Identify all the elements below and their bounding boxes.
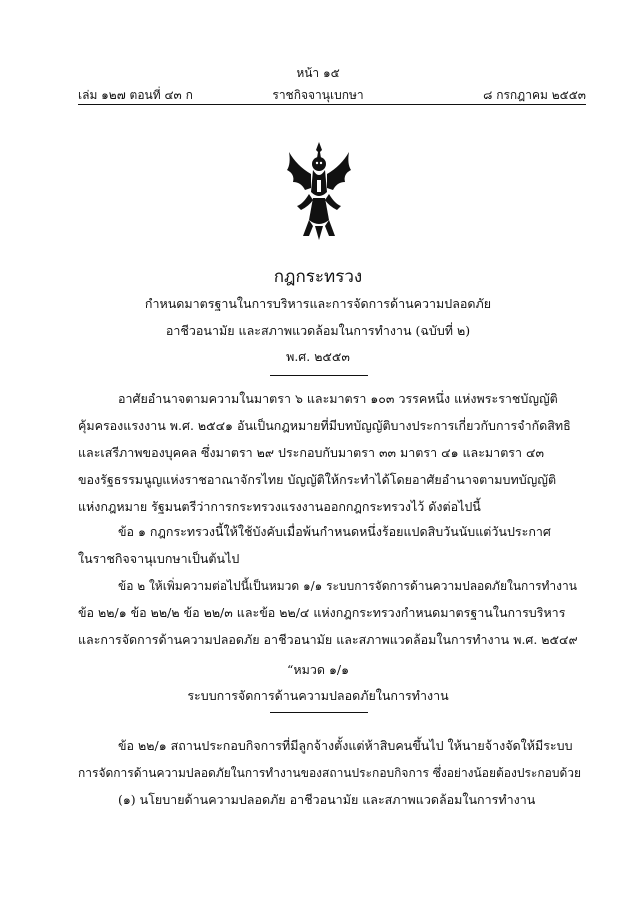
gazette-name: ราชกิจจานุเบกษา	[272, 88, 364, 102]
clause-22-1-line: ข้อ ๒๒/๑ สถานประกอบกิจการที่มีลูกจ้างตั้งแต่ห้าสิบคนขึ้นไป ให้นายจ้างจัดให้มีระบบ	[118, 738, 573, 753]
decree-title: กฎกระทรวง	[273, 267, 363, 287]
decree-subtitle-2: อาชีวอนามัย และสภาพแวดล้อมในการทำงาน (ฉบับที่ ๒)	[165, 323, 471, 338]
clause-2-line: ข้อ ๒๒/๑ ข้อ ๒๒/๒ ข้อ ๒๒/๓ และข้อ ๒๒/๔ แห่งกฎกระทรวงกำหนดมาตรฐานในการบริหาร	[78, 605, 566, 620]
clause-1-line: ข้อ ๑ กฎกระทรวงนี้ให้ใช้บังคับเมื่อพ้นกำหนดหนึ่งร้อยแปดสิบวันนับแต่วันประกาศ	[118, 524, 551, 539]
clause-22-1-item: (๑) นโยบายด้านความปลอดภัย อาชีวอนามัย และสภาพแวดล้อมในการทำงาน	[118, 792, 536, 807]
decree-subtitle-1: กำหนดมาตรฐานในการบริหารและการจัดการด้านความปลอดภัย	[144, 296, 492, 311]
page-number: หน้า ๑๕	[296, 66, 340, 80]
preamble-line: ของรัฐธรรมนูญแห่งราชอาณาจักรไทย บัญญัติให้กระทำได้โดยอาศัยอำนาจตามบทบัญญัติ	[78, 472, 557, 487]
clause-1-line: ในราชกิจจานุเบกษาเป็นต้นไป	[78, 551, 240, 566]
title-divider	[270, 375, 368, 376]
clause-2-line: ข้อ ๒ ให้เพิ่มความต่อไปนี้เป็นหมวด ๑/๑ ระบบการจัดการด้านความปลอดภัยในการทำงาน	[118, 579, 577, 593]
chapter-divider	[270, 712, 368, 713]
clause-22-1-line: การจัดการด้านความปลอดภัยในการทำงานของสถานประกอบกิจการ ซึ่งอย่างน้อยต้องประกอบด้วย	[78, 766, 582, 780]
preamble-line: คุ้มครองแรงงาน พ.ศ. ๒๕๔๑ อันเป็นกฎหมายที่มีบทบัญญัติบางประการเกี่ยวกับการจำกัดสิทธิ	[78, 418, 571, 433]
header-rule	[78, 104, 586, 105]
chapter-title: ระบบการจัดการด้านความปลอดภัยในการทำงาน	[187, 688, 449, 703]
garuda-emblem	[283, 140, 355, 242]
preamble-line: และเสรีภาพของบุคคล ซึ่งมาตรา ๒๙ ประกอบกับมาตรา ๓๓ มาตรา ๔๑ และมาตรา ๔๓	[78, 445, 545, 460]
preamble-line: แห่งกฎหมาย รัฐมนตรีว่าการกระทรวงแรงงานออกกฎกระทรวงไว้ ดังต่อไปนี้	[78, 499, 481, 514]
gazette-volume: เล่ม ๑๒๗ ตอนที่ ๔๓ ก	[78, 88, 193, 102]
decree-year: พ.ศ. ๒๕๕๓	[286, 349, 350, 364]
clause-2-line: และการจัดการด้านความปลอดภัย อาชีวอนามัย และสภาพแวดล้อมในการทำงาน พ.ศ. ๒๕๔๙	[78, 632, 578, 647]
preamble-line: อาศัยอำนาจตามความในมาตรา ๖ และมาตรา ๑๐๓ วรรคหนึ่ง แห่งพระราชบัญญัติ	[118, 391, 558, 406]
gazette-date: ๘ กรกฎาคม ๒๕๕๓	[483, 88, 586, 102]
chapter-heading: “หมวด ๑/๑	[286, 662, 350, 677]
